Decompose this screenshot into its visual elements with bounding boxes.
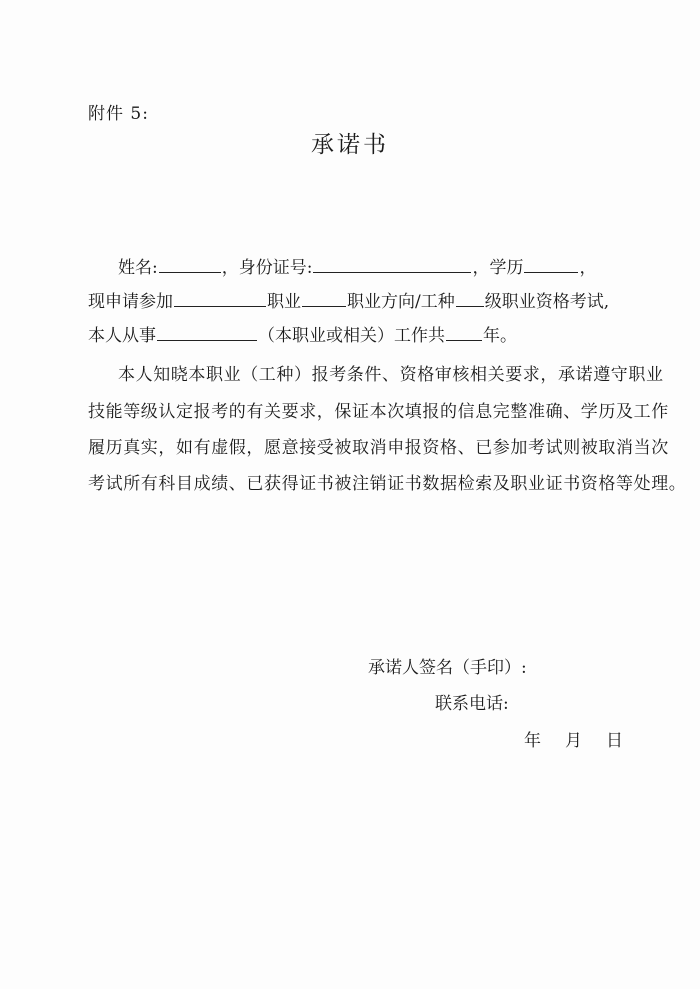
years-blank[interactable] (446, 324, 482, 341)
form-line-personal-info (118, 256, 596, 278)
date-year: 年 (524, 731, 541, 751)
id-label: ，身份证号: (221, 258, 313, 278)
signer-label: 承诺人签名（手印）: (368, 658, 527, 678)
related-note: （本职业或相关）工作共 (258, 326, 445, 346)
date-day: 日 (606, 731, 623, 751)
direction-blank[interactable] (302, 290, 346, 307)
level-suffix: 级职业资格考试, (484, 292, 610, 312)
level-blank[interactable] (456, 290, 484, 307)
document-title: 承诺书 (311, 132, 389, 158)
id-number-blank[interactable] (313, 256, 471, 273)
form-line-application (88, 290, 609, 312)
statement-line-3: 履历真实，如有虚假，愿意接受被取消申报资格、已参加考试则被取消当次 (88, 438, 669, 458)
statement-line-1: 本人知晓本职业（工种）报考条件、资格审核相关要求，承诺遵守职业 (118, 365, 664, 385)
name-blank[interactable] (159, 256, 221, 273)
education-blank[interactable] (524, 256, 578, 273)
direction-label: 职业方向/工种 (347, 292, 455, 312)
years-suffix: 年。 (483, 326, 517, 346)
engaged-occupation-blank[interactable] (157, 324, 257, 341)
apply-occupation-blank[interactable] (174, 290, 266, 307)
statement-line-2: 技能等级认定报考的有关要求，保证本次填报的信息完整准确、学历及工作 (88, 402, 669, 422)
attachment-label: 附件 5: (88, 104, 149, 124)
line1-end: ， (579, 258, 597, 278)
occupation-label: 职业 (267, 292, 301, 312)
education-label: ，学历 (472, 258, 524, 278)
statement-line-4: 考试所有科目成绩、已获得证书被注销证书数据检索及职业证书资格等处理。 (88, 474, 687, 494)
engaged-label: 本人从事 (88, 326, 156, 346)
name-label: 姓名: (118, 258, 158, 278)
form-line-experience (88, 324, 517, 346)
date-month: 月 (565, 731, 582, 751)
phone-label: 联系电话: (435, 694, 509, 714)
apply-label: 现申请参加 (88, 292, 173, 312)
